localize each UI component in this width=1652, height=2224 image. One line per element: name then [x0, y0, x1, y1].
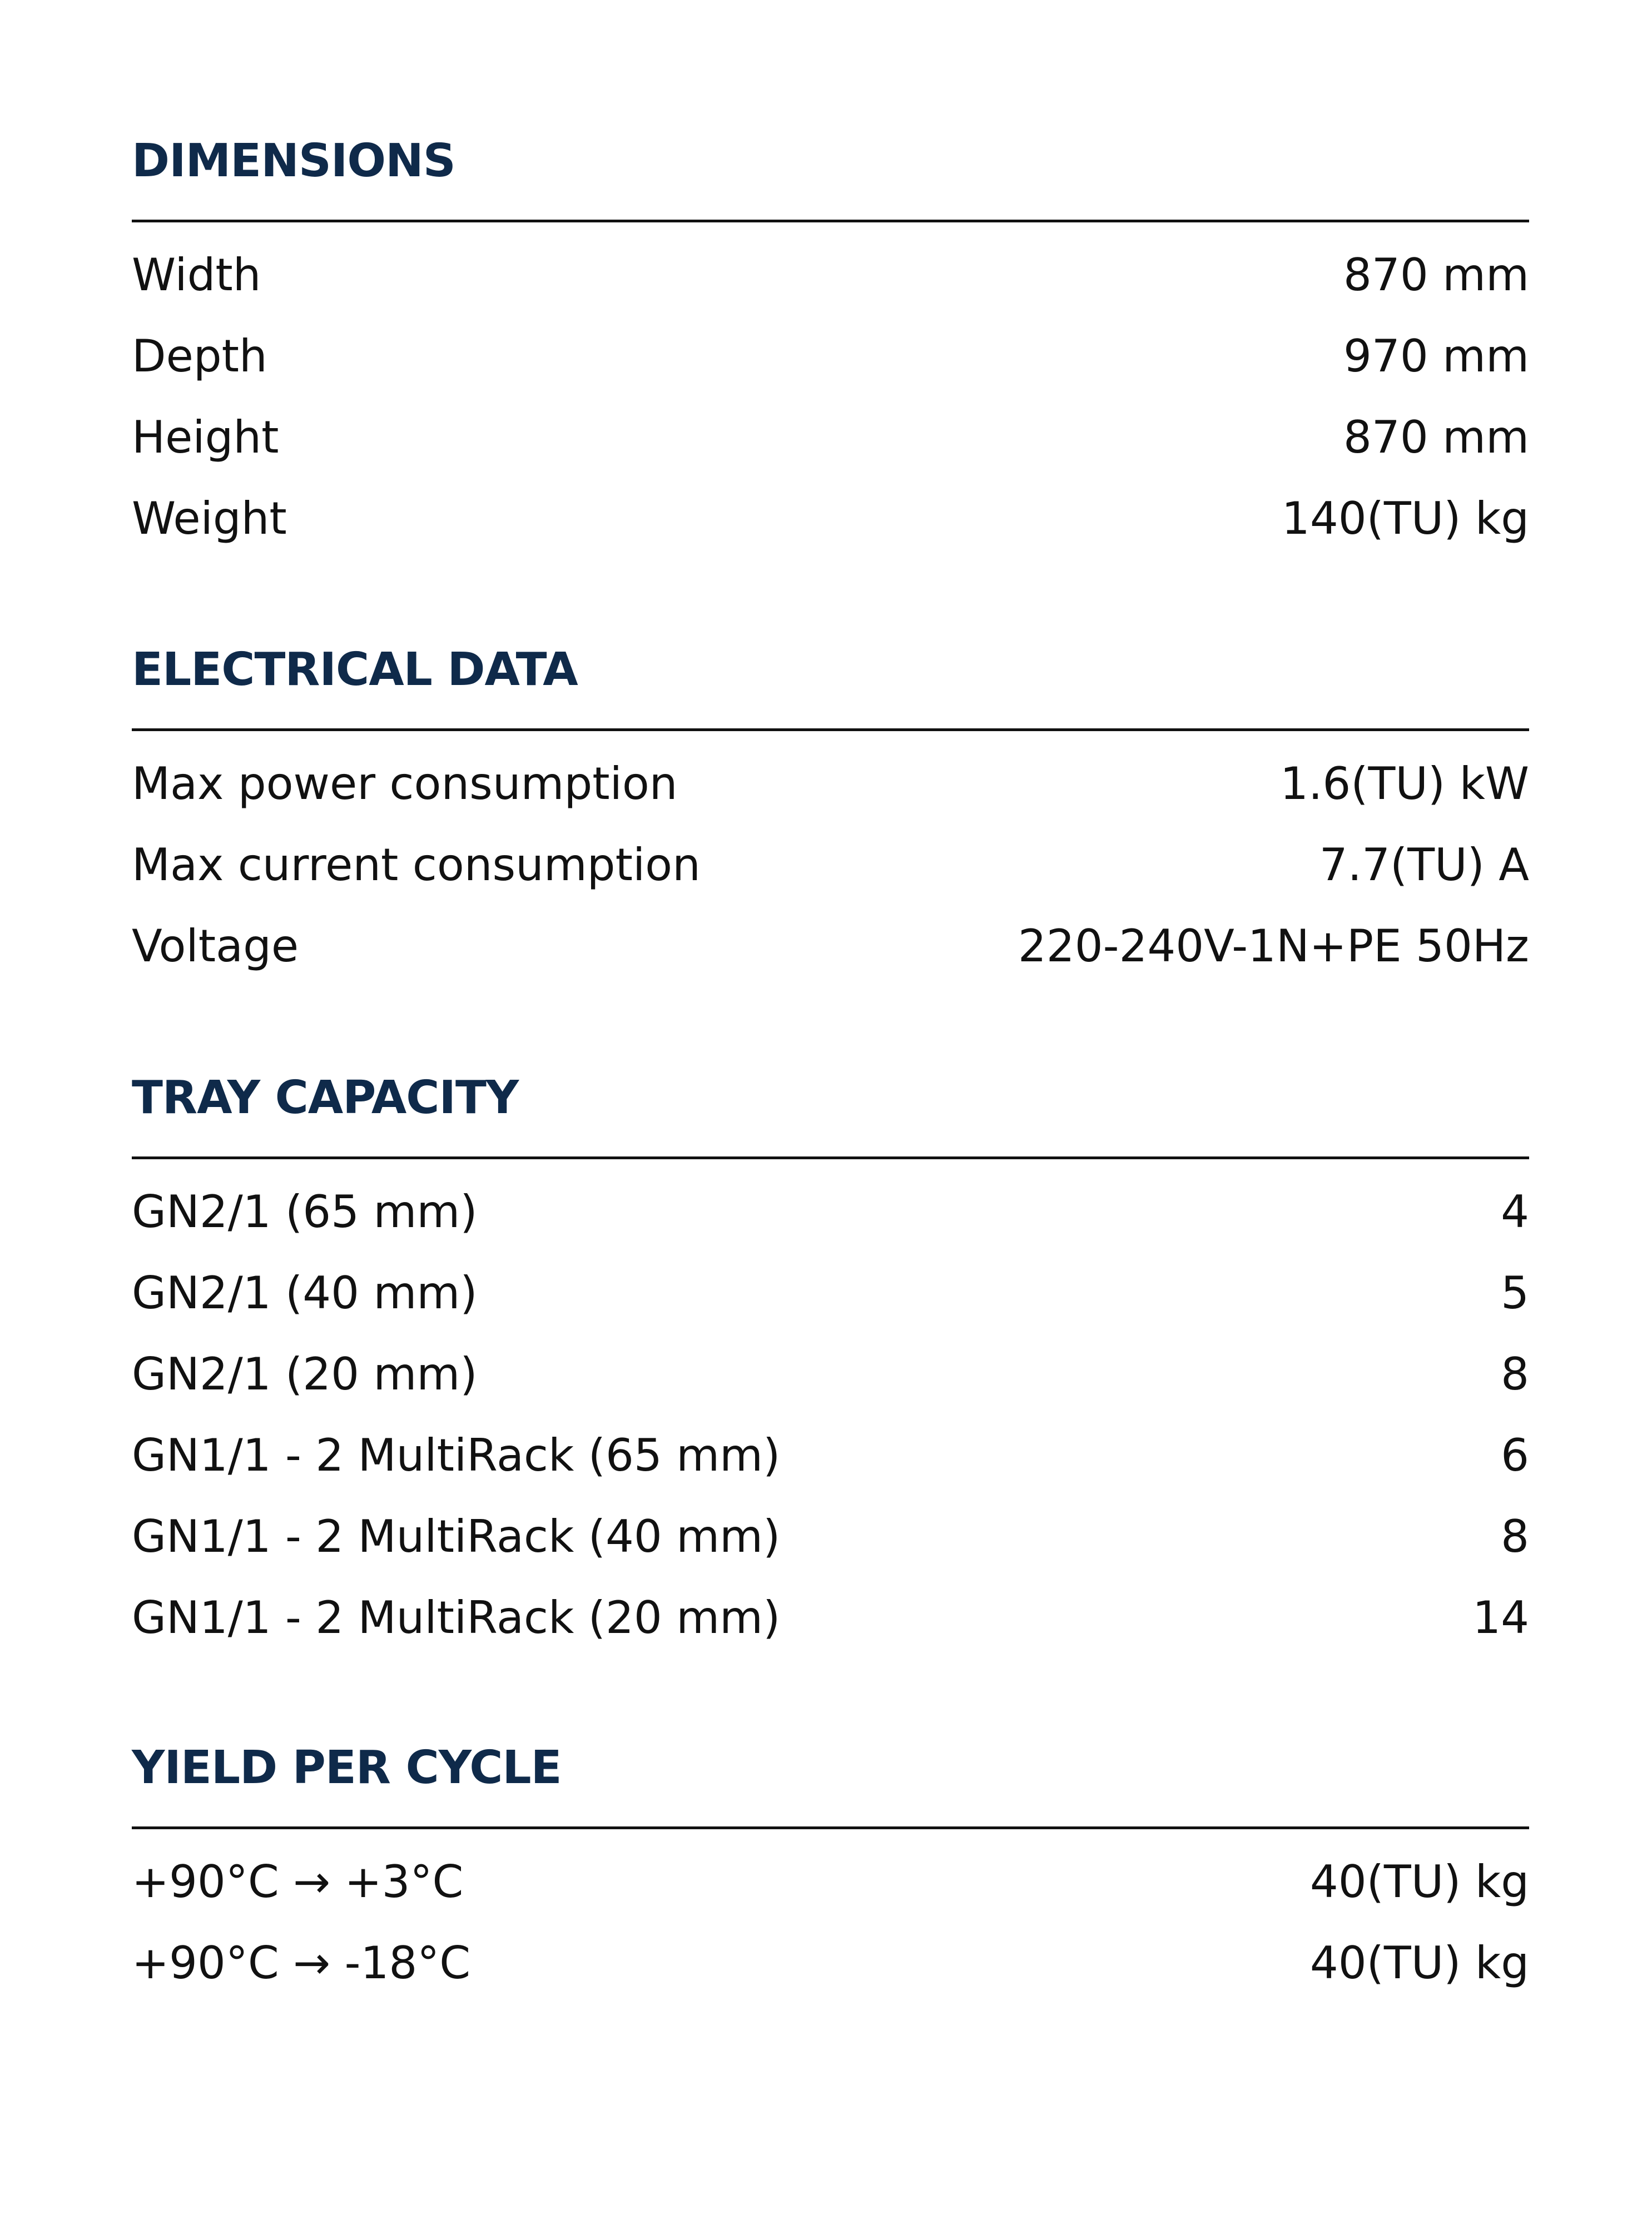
section-title: DIMENSIONS [132, 135, 455, 187]
spec-list [132, 247, 1529, 572]
spec-label: GN2/1 (40 mm) [132, 1267, 478, 1319]
spec-label: Voltage [132, 920, 299, 972]
spec-row-depth [132, 329, 1529, 410]
spec-row-voltage [132, 919, 1529, 1000]
spec-label: GN1/1 - 2 MultiRack (65 mm) [132, 1429, 781, 1481]
spec-label: Weight [132, 493, 287, 544]
spec-row-max-current [132, 837, 1529, 919]
spec-row-gn11-multirack-65 [132, 1428, 1529, 1509]
spec-label: Depth [132, 330, 267, 382]
section-title: TRAY CAPACITY [132, 1071, 519, 1124]
section-divider [132, 1826, 1529, 1829]
spec-row-gn21-65 [132, 1184, 1529, 1265]
spec-list [132, 1854, 1529, 2017]
spec-value: 870 mm [1343, 411, 1529, 463]
section-title: ELECTRICAL DATA [132, 643, 578, 696]
section-title: YIELD PER CYCLE [132, 1741, 562, 1794]
spec-label: GN2/1 (20 mm) [132, 1348, 478, 1400]
spec-label: GN1/1 - 2 MultiRack (40 mm) [132, 1511, 781, 1562]
spec-value: 40(TU) kg [1309, 1937, 1529, 1989]
spec-value: 14 [1472, 1592, 1529, 1644]
spec-value: 870 mm [1343, 249, 1529, 301]
spec-label: Max power consumption [132, 758, 678, 810]
spec-list [132, 756, 1529, 1000]
spec-label: GN2/1 (65 mm) [132, 1186, 478, 1238]
section-divider [132, 1156, 1529, 1159]
spec-value: 140(TU) kg [1281, 493, 1529, 544]
spec-value: 7.7(TU) A [1319, 839, 1529, 891]
spec-value: 4 [1501, 1186, 1529, 1238]
spec-value: 5 [1501, 1267, 1529, 1319]
spec-label: Width [132, 249, 261, 301]
spec-value: 40(TU) kg [1309, 1856, 1529, 1908]
spec-value: 970 mm [1343, 330, 1529, 382]
spec-value: 6 [1501, 1429, 1529, 1481]
spec-label: Max current consumption [132, 839, 701, 891]
spec-row-chill-cycle [132, 1854, 1529, 1935]
spec-row-gn11-multirack-40 [132, 1509, 1529, 1590]
spec-row-max-power [132, 756, 1529, 837]
spec-value: 220-240V-1N+PE 50Hz [1018, 920, 1529, 972]
spec-row-weight [132, 491, 1529, 572]
spec-row-height [132, 410, 1529, 491]
spec-row-gn21-40 [132, 1265, 1529, 1347]
spec-label: +90°C → +3°C [132, 1856, 464, 1908]
section-divider [132, 220, 1529, 222]
spec-row-gn11-multirack-20 [132, 1590, 1529, 1671]
spec-row-gn21-20 [132, 1347, 1529, 1428]
section-divider [132, 728, 1529, 731]
spec-row-width [132, 247, 1529, 329]
spec-value: 1.6(TU) kW [1280, 758, 1529, 810]
spec-row-freeze-cycle [132, 1935, 1529, 2017]
spec-label: Height [132, 411, 279, 463]
spec-label: +90°C → -18°C [132, 1937, 471, 1989]
spec-list [132, 1184, 1529, 1671]
spec-value: 8 [1501, 1348, 1529, 1400]
spec-label: GN1/1 - 2 MultiRack (20 mm) [132, 1592, 781, 1644]
spec-value: 8 [1501, 1511, 1529, 1562]
